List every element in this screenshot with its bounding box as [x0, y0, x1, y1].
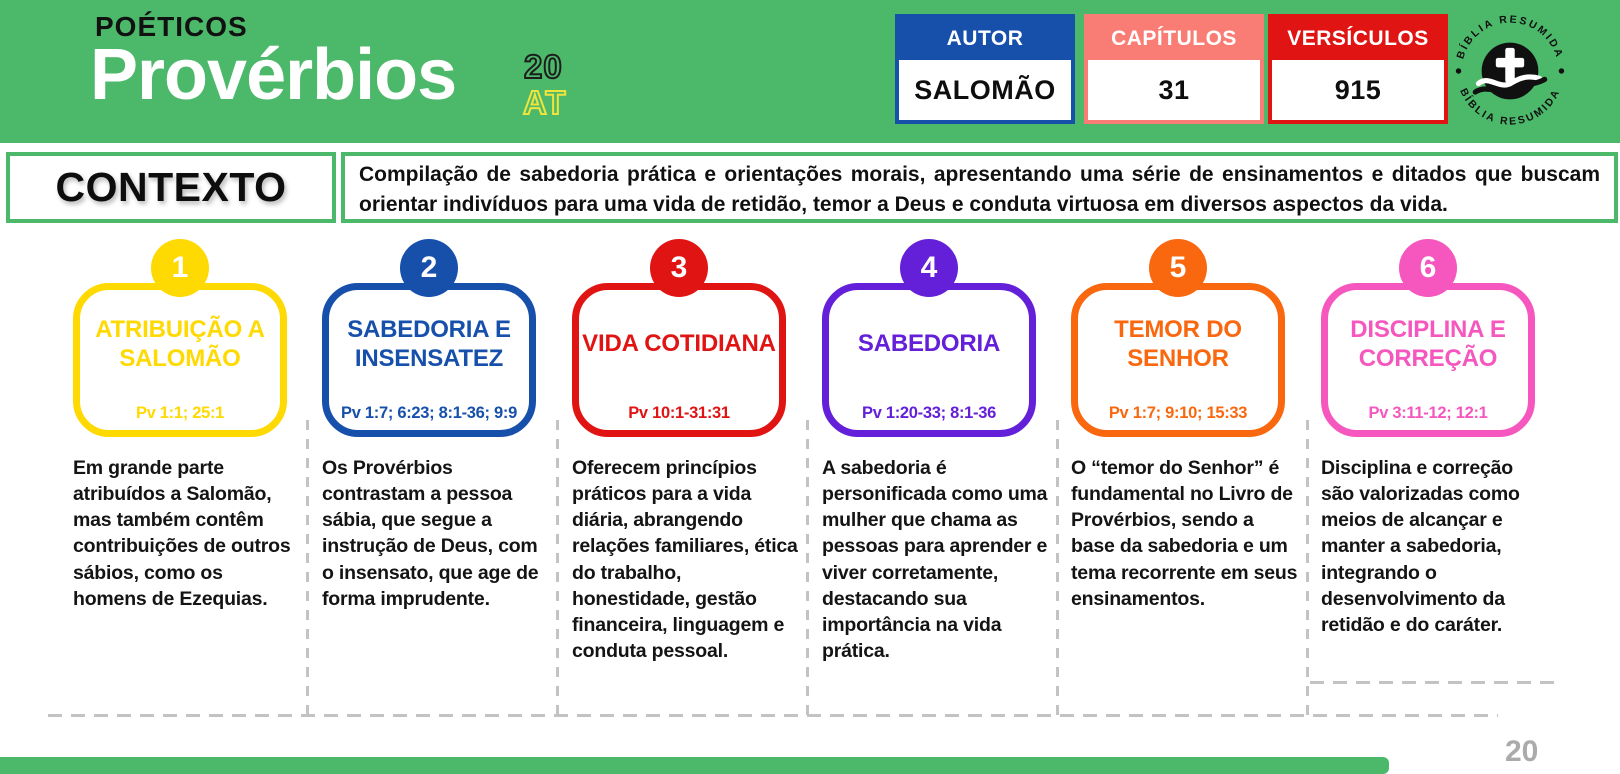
section-reference: Pv 3:11-12; 12:1 [1368, 404, 1488, 422]
bottom-divider-right [1310, 681, 1558, 684]
footer-bar [0, 757, 1389, 774]
section-title: VIDA COTIDIANA [582, 330, 776, 358]
info-box-verses-value: 915 [1334, 74, 1382, 105]
info-box-verses [1268, 14, 1448, 124]
info-box-verses-header: VERSÍCULOS [1272, 18, 1444, 60]
column-divider [1056, 420, 1059, 716]
section-card [1071, 283, 1285, 437]
column-divider [556, 420, 559, 716]
info-box-author-value: SALOMÃO [914, 74, 1056, 105]
biblia-resumida-logo [1447, 8, 1573, 134]
section-body: O “temor do Senhor” é fundamental no Livro de Provérbios, sendo a base da sabedoria e um tema recorrente em seus ensinamentos. [1071, 457, 1298, 610]
section-reference: Pv 1:7; 9:10; 15:33 [1108, 404, 1248, 422]
info-box-chapters-header: CAPÍTULOS [1088, 18, 1260, 60]
section-title: TEMOR DO SENHOR [1114, 315, 1242, 372]
section-card [1321, 283, 1535, 437]
section-column-2 [305, 239, 553, 719]
section-reference: Pv 10:1-31:31 [628, 404, 730, 422]
section-column-3 [555, 239, 803, 719]
section-body: Em grande parte atribuídos a Salomão, mas também contêm contribuições de outros sábios, como os homens de Ezequias. [73, 457, 291, 610]
section-card [322, 283, 536, 437]
info-box-chapters-value: 31 [1158, 74, 1190, 105]
section-body: A sabedoria é personificada como uma mulher que chama as pessoas para aprender e viver corretamente, destacando sua importância na vida prática. [822, 457, 1048, 662]
section-title: SABEDORIA [857, 330, 1001, 358]
section-card [73, 283, 287, 437]
svg-text:BÍBLIA RESUMIDA: BÍBLIA RESUMIDA [1454, 13, 1566, 61]
category-label: POÉTICOS [95, 11, 248, 42]
section-body: Disciplina e correção são valorizadas como meios de alcançar e manter a sabedoria, integrando o desenvolvimento da retidão e do caráter. [1321, 457, 1520, 636]
section-reference: Pv 1:20-33; 8:1-36 [861, 404, 996, 422]
section-number-badge: 5 [1149, 239, 1207, 297]
context-label: CONTEXTO [6, 152, 336, 223]
info-box-chapters [1084, 14, 1264, 124]
testament-badge: AT [523, 84, 567, 121]
section-reference: Pv 1:7; 6:23; 8:1-36; 9:9 [341, 404, 517, 422]
section-column-4 [805, 239, 1053, 719]
info-box-author [895, 14, 1075, 124]
book-title: Provérbios [90, 35, 457, 115]
bottom-divider [48, 714, 1498, 717]
section-number-badge: 2 [400, 239, 458, 297]
section-column-1 [56, 239, 304, 719]
header-banner [0, 0, 1620, 143]
section-body: Os Provérbios contrastam a pessoa sábia, que segue a instrução de Deus, com o insensato, que age de forma imprudente. [322, 457, 539, 610]
section-title: SABEDORIA E INSENSATEZ [347, 315, 511, 372]
section-reference: Pv 1:1; 25:1 [135, 404, 225, 422]
section-body: Oferecem princípios práticos para a vida diária, abrangendo relações familiares, ética do trabalho, honestidade, gestão financeira, linguagem e conduta pessoal. [572, 457, 798, 662]
section-title: DISCIPLINA E CORREÇÃO [1350, 315, 1506, 372]
info-box-author-header: AUTOR [899, 18, 1071, 60]
section-card [822, 283, 1036, 437]
page-number: 20 [1505, 735, 1539, 768]
svg-text:BÍBLIA RESUMIDA: BÍBLIA RESUMIDA [1457, 86, 1563, 128]
section-column-5 [1054, 239, 1302, 719]
column-divider [806, 420, 809, 716]
section-card [572, 283, 786, 437]
section-number-badge: 1 [151, 239, 209, 297]
section-number-badge: 3 [650, 239, 708, 297]
book-number-badge: 20 [524, 48, 563, 85]
context-description: Compilação de sabedoria prática e orientações morais, apresentando uma série de ensinamentos e ditados que buscam orientar indivíduos para uma vida de retidão, temor a Deus e conduta virtuosa em diversos aspectos da vida. [341, 152, 1618, 223]
section-title: ATRIBUIÇÃO A SALOMÃO [95, 315, 265, 372]
section-number-badge: 6 [1399, 239, 1457, 297]
column-divider [1306, 420, 1309, 716]
section-column-6 [1304, 239, 1552, 719]
section-number-badge: 4 [900, 239, 958, 297]
column-divider [306, 420, 309, 716]
